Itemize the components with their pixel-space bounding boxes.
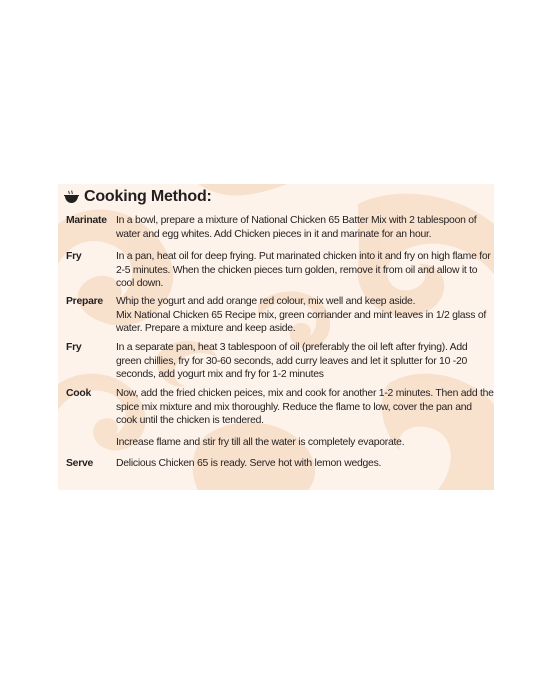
step-paragraph: In a pan, heat oil for deep frying. Put marinated chicken into it and fry on high flame for 2-5 minutes. When the chicken pieces turn golden, remove it from oil and allow it to cool down. (116, 251, 491, 290)
section-title: Cooking Method: (84, 188, 212, 205)
step-paragraph: Whip the yogurt and add orange red colour, mix well and keep aside. (116, 296, 416, 307)
step-text (116, 457, 494, 471)
step-text (116, 295, 494, 336)
section-heading (64, 188, 212, 206)
step-label: Cook (66, 388, 91, 399)
step-paragraph: In a bowl, prepare a mixture of National Chicken 65 Batter Mix with 2 tablespoon of water and egg whites. Add Chicken pieces in it and marinate for an hour. (116, 215, 477, 240)
step-text (116, 214, 494, 241)
cooking-method-card (58, 184, 494, 490)
step-paragraph: Delicious Chicken 65 is ready. Serve hot with lemon wedges. (116, 458, 382, 469)
step-label: Fry (66, 342, 82, 353)
cooking-pot-icon (64, 190, 79, 204)
step-paragraph: Increase flame and stir fry till all the water is completely evaporate. (116, 436, 405, 448)
step-paragraph: In a separate pan, heat 3 tablespoon of oil (preferably the oil left after frying). Add green chillies, fry for 30-60 seconds, add curry leaves and let it splutter for 10 -20 seconds, add yogurt mix and fry for 1-2 minutes (116, 342, 468, 381)
step-paragraph: Now, add the fried chicken peices, mix and cook for another 1-2 minutes. Then add the spice mix mixture and mix thoroughly. Reduce the flame to low, cover the pan and cook until the chicken is tendered. (116, 388, 494, 427)
step-text (116, 250, 494, 291)
step-label: Serve (66, 458, 94, 469)
step-label: Fry (66, 251, 82, 262)
step-label: Marinate (66, 215, 107, 226)
step-text (116, 341, 494, 382)
step-label: Prepare (66, 296, 103, 307)
step-text (116, 387, 494, 449)
step-paragraph: Mix National Chicken 65 Recipe mix, green corriander and mint leaves in 1/2 glass of water. Prepare a mixture and keep aside. (116, 309, 486, 335)
